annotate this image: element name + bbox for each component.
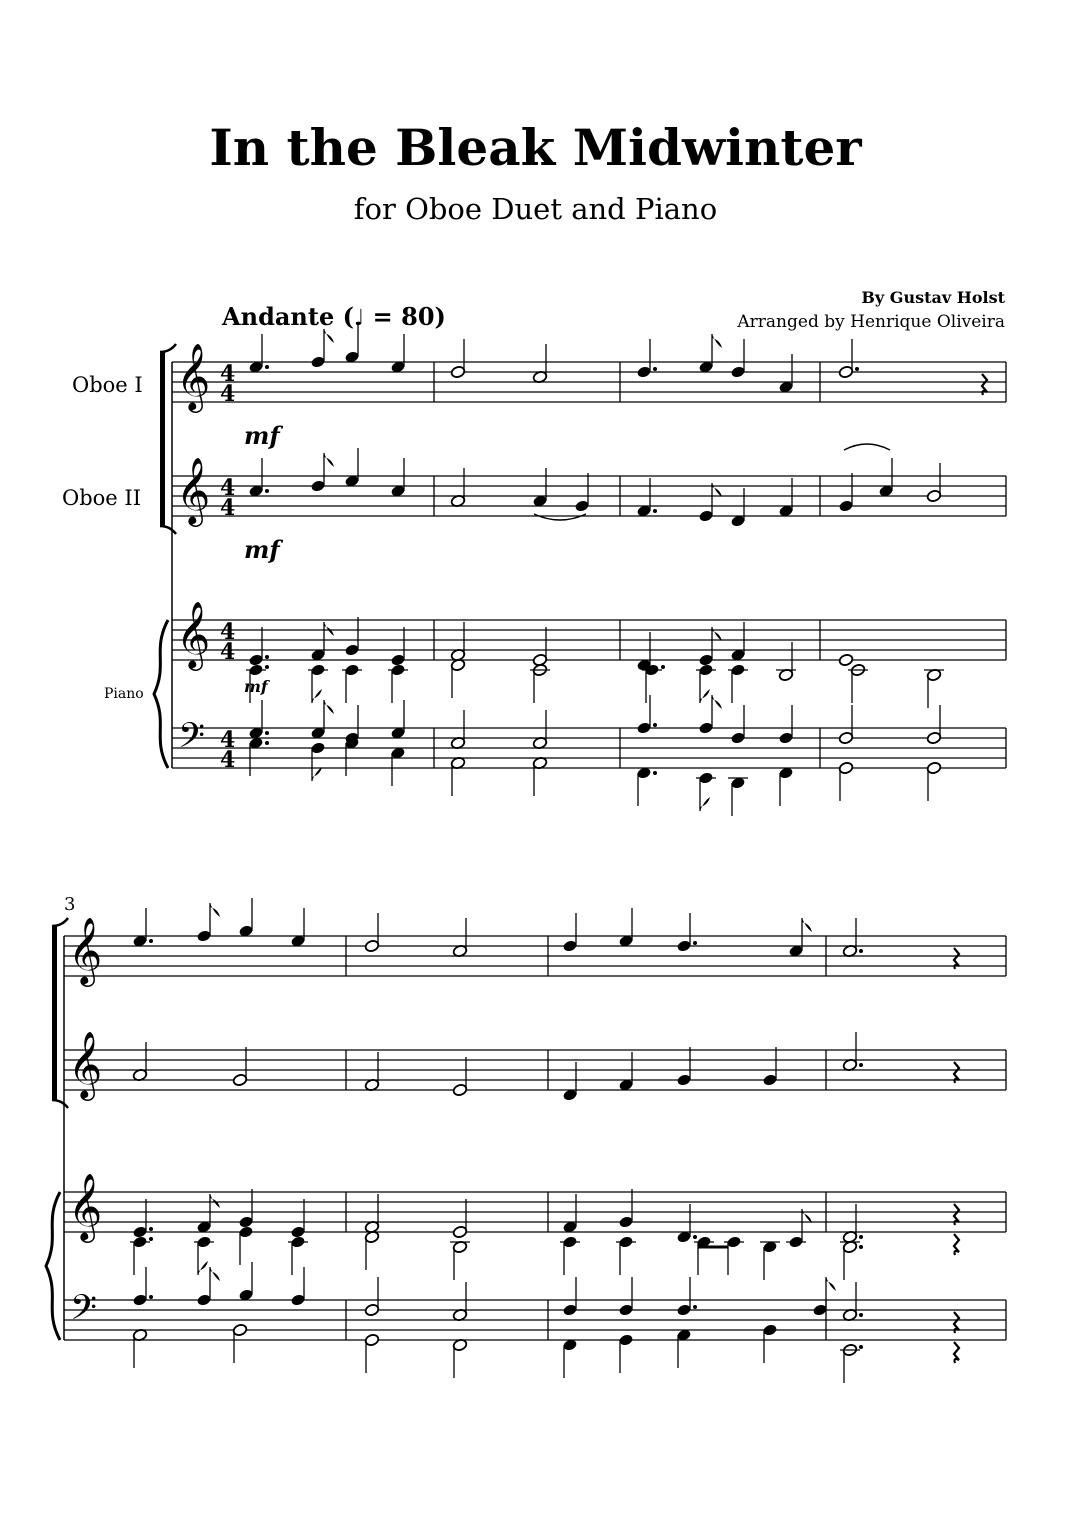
treble-clef-icon: 𝄞 bbox=[176, 600, 211, 668]
dot bbox=[855, 367, 859, 371]
flag bbox=[802, 918, 812, 932]
dot bbox=[149, 1227, 153, 1231]
oboe1-label: Oboe I bbox=[72, 373, 143, 397]
dynamic-mf: mf bbox=[244, 535, 280, 564]
dot bbox=[653, 723, 657, 727]
marks bbox=[64, 421, 283, 915]
dynamic-mf: mf bbox=[244, 421, 280, 450]
dot bbox=[859, 1063, 863, 1067]
flag bbox=[700, 797, 710, 811]
quarter-rest bbox=[954, 1234, 959, 1255]
bracket-hook bbox=[52, 918, 68, 926]
treble-clef-icon: 𝄞 bbox=[68, 1030, 103, 1098]
time-signature-numerator: 4 bbox=[220, 475, 236, 501]
treble-clef-icon: 𝄞 bbox=[68, 1172, 103, 1240]
dot bbox=[693, 941, 697, 945]
flag bbox=[312, 689, 322, 703]
quarter-rest bbox=[954, 1312, 959, 1333]
oboe-bracket bbox=[160, 352, 165, 526]
dot bbox=[149, 1237, 153, 1241]
notehead bbox=[838, 653, 853, 666]
piano-brace bbox=[46, 1192, 60, 1340]
flag bbox=[802, 1209, 812, 1223]
dot bbox=[265, 731, 269, 735]
dot bbox=[859, 1345, 863, 1349]
piano-label: Piano bbox=[104, 686, 144, 702]
slur bbox=[534, 514, 586, 520]
oboe-bracket bbox=[52, 926, 57, 1100]
dot bbox=[859, 1313, 863, 1317]
time-signature-numerator: 4 bbox=[220, 727, 236, 753]
bass-clef-icon: 𝄢 bbox=[178, 715, 206, 764]
piece-title: In the Bleak Midwinter bbox=[209, 118, 862, 177]
dot bbox=[859, 949, 863, 953]
time-signature-denominator: 4 bbox=[220, 639, 236, 665]
quarter-rest bbox=[954, 1342, 959, 1363]
dot bbox=[265, 665, 269, 669]
dot bbox=[265, 655, 269, 659]
measure-number: 3 bbox=[64, 894, 76, 915]
flag bbox=[210, 903, 220, 917]
flag bbox=[712, 627, 722, 641]
clefs bbox=[68, 342, 235, 1336]
dot bbox=[859, 1245, 863, 1249]
time-signature-denominator: 4 bbox=[220, 381, 236, 407]
dot bbox=[265, 365, 269, 369]
dot bbox=[661, 665, 665, 669]
tempo-value: = 80) bbox=[372, 302, 446, 331]
quarter-note-icon: ♩ bbox=[353, 305, 365, 331]
flag bbox=[826, 1277, 836, 1291]
brackets bbox=[46, 344, 176, 1340]
treble-clef-icon: 𝄞 bbox=[176, 342, 211, 410]
piece-subtitle: for Oboe Duet and Piano bbox=[353, 192, 718, 226]
quarter-rest bbox=[954, 1204, 959, 1225]
flag bbox=[312, 767, 322, 781]
flag bbox=[324, 329, 334, 343]
dot bbox=[859, 1235, 863, 1239]
treble-clef-icon: 𝄞 bbox=[176, 456, 211, 524]
bracket-hook bbox=[52, 1100, 68, 1108]
flag bbox=[324, 453, 334, 467]
quarter-rest bbox=[954, 948, 959, 969]
treble-clef-icon: 𝄞 bbox=[68, 916, 103, 984]
dot bbox=[693, 1305, 697, 1309]
slur bbox=[844, 444, 890, 450]
time-signature-numerator: 4 bbox=[220, 361, 236, 387]
tempo-text: Andante ( bbox=[222, 302, 354, 331]
dot bbox=[693, 1235, 697, 1239]
dot bbox=[149, 939, 153, 943]
flag bbox=[198, 1261, 208, 1275]
piano-brace bbox=[154, 620, 168, 768]
arranger-credit: Arranged by Henrique Oliveira bbox=[737, 312, 1005, 332]
quarter-rest bbox=[954, 1062, 959, 1083]
flag bbox=[712, 483, 722, 497]
time-signature-denominator: 4 bbox=[220, 495, 236, 521]
oboe2-label: Oboe II bbox=[62, 486, 141, 510]
dot bbox=[653, 367, 657, 371]
flag bbox=[712, 334, 722, 348]
dot bbox=[653, 771, 657, 775]
time-signature-numerator: 4 bbox=[220, 619, 236, 645]
flag bbox=[324, 622, 334, 636]
flag bbox=[210, 1194, 220, 1208]
flag bbox=[210, 1267, 220, 1281]
flag bbox=[700, 689, 710, 703]
flag bbox=[712, 695, 722, 709]
notes bbox=[130, 324, 987, 1383]
dynamic-mf: mf bbox=[244, 677, 268, 696]
composer-credit: By Gustav Holst bbox=[861, 288, 1005, 307]
quarter-rest bbox=[982, 374, 987, 395]
dot bbox=[149, 1295, 153, 1299]
dot bbox=[265, 741, 269, 745]
dot bbox=[265, 489, 269, 493]
flag bbox=[324, 700, 334, 714]
bracket-hook bbox=[160, 526, 176, 534]
time-signature-denominator: 4 bbox=[220, 747, 236, 773]
bracket-hook bbox=[160, 344, 176, 352]
bass-clef-icon: 𝄢 bbox=[70, 1287, 98, 1336]
dot bbox=[653, 509, 657, 513]
